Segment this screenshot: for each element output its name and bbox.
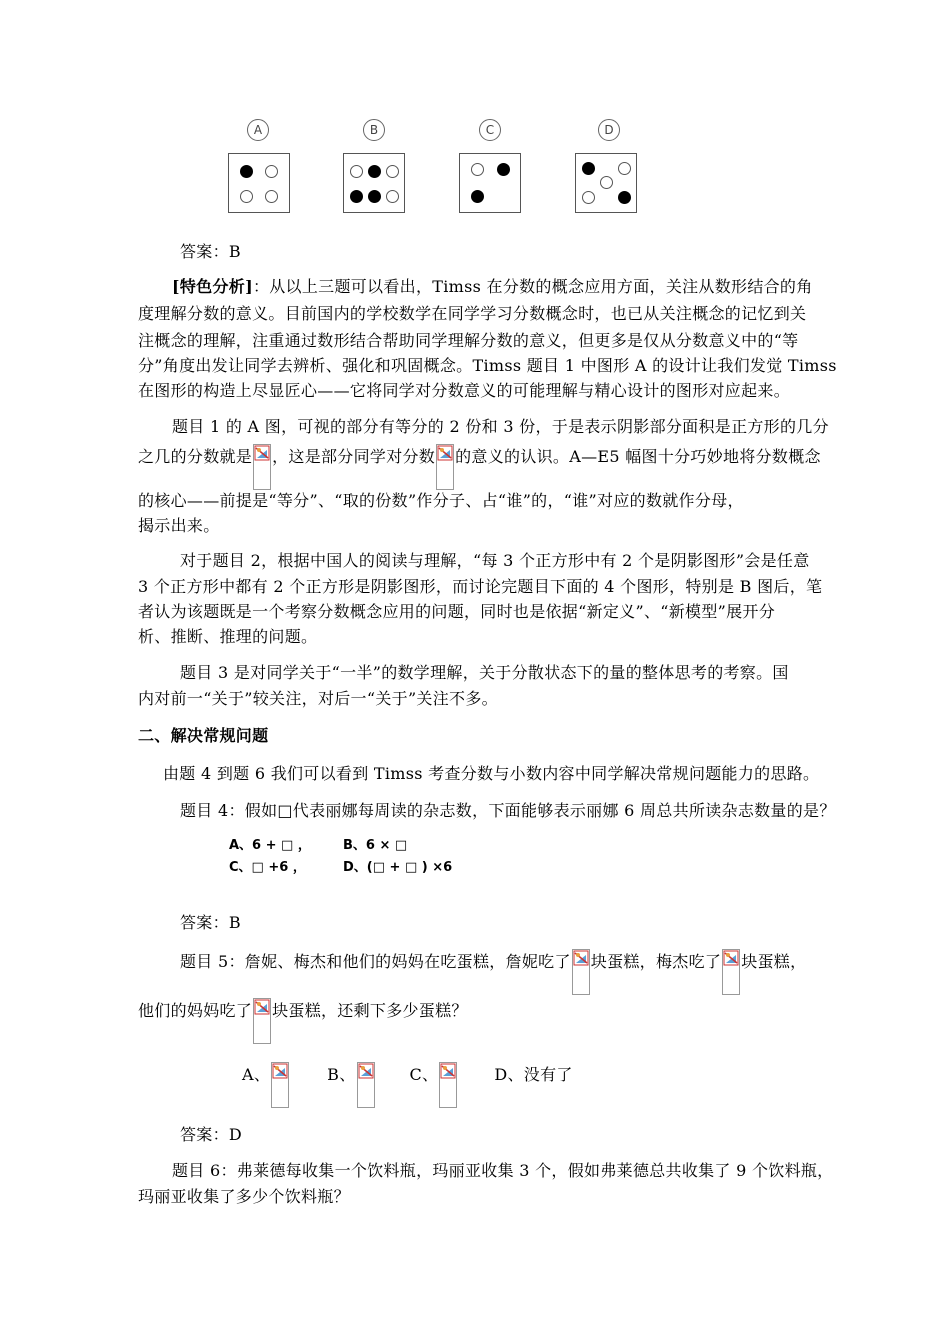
empty-dot: [582, 191, 595, 204]
section-heading: 二、解决常规问题: [138, 726, 269, 745]
q4-text: 题目 4：假如□代表丽娜每周读的杂志数，下面能够表示丽娜 6 周总共所读杂志数量的是？: [180, 801, 836, 820]
q5-option-b: B、: [327, 1065, 356, 1084]
empty-dot: [600, 176, 613, 189]
option-d-figure: [575, 153, 637, 213]
q1-paragraph-line: 题目 1 的 A 图，可视的部分有等分的 2 份和 3 份，于是表示阴影部分面积是正方形的几分: [172, 417, 829, 436]
fraction-image-icon: [357, 1062, 375, 1108]
empty-dot: [265, 190, 278, 203]
option-b-label: B: [363, 119, 385, 141]
option-d-label: D: [598, 119, 620, 141]
empty-dot: [386, 190, 399, 203]
q5-line: 题目 5：詹妮、梅杰和他们的妈妈在吃蛋糕，詹妮吃了 块蛋糕，梅杰吃了 块蛋糕，: [180, 949, 806, 995]
q2-paragraph-line: 对于题目 2，根据中国人的阅读与理解，“每 3 个正方形中有 2 个是阴影图形”会是任意: [180, 551, 810, 570]
q4-option-b: B、6 × □: [343, 838, 408, 853]
fraction-image-icon: [436, 444, 454, 490]
fraction-image-icon: [439, 1062, 457, 1108]
option-b-figure: [343, 153, 405, 213]
q3-paragraph-line: 内对前一“关于”较关注，对后一“关于”关注不多。: [138, 689, 498, 708]
fraction-image-icon: [253, 444, 271, 490]
option-c-figure: [459, 153, 521, 213]
filled-dot: [582, 162, 595, 175]
q5-option-c: C、: [409, 1065, 439, 1084]
q1-paragraph-line: 的核心——前提是“等分”、“取的份数”作分子、占“谁”的，“谁”对应的数就作分母，: [138, 491, 744, 510]
q6-line: 玛丽亚收集了多少个饮料瓶？: [138, 1187, 350, 1206]
q5-option-a: A、: [242, 1065, 271, 1084]
filled-dot: [368, 165, 381, 178]
filled-dot: [618, 191, 631, 204]
fraction-image-icon: [572, 949, 590, 995]
q4-option-a: A、6 + □ ，: [229, 838, 311, 853]
answer-5: 答案：D: [180, 1125, 243, 1144]
fraction-image-icon: [253, 998, 271, 1044]
q2-paragraph-line: 3 个正方形中都有 2 个正方形是阴影图形，而讨论完题目下面的 4 个图形，特别是 B 图后，笔: [138, 577, 823, 596]
q1-paragraph-line: 揭示出来。: [138, 516, 220, 535]
q3-paragraph-line: 题目 3 是对同学关于“一半”的数学理解，关于分散状态下的量的整体思考的考察。国: [180, 663, 789, 682]
empty-dot: [471, 163, 484, 176]
filled-dot: [240, 165, 253, 178]
option-c-label: C: [479, 119, 501, 141]
q4-option-c: C、□ +6 ，: [229, 860, 306, 875]
q1-paragraph-line: 之几的分数就是 ，这是部分同学对分数 的意义的认识。A—E5 幅图十分巧妙地将分数概念: [138, 444, 821, 490]
q5-option-d: D、没有了: [494, 1065, 573, 1084]
empty-dot: [265, 165, 278, 178]
answer-1: 答案：B: [180, 242, 241, 261]
q5-line: 他们的妈妈吃了 块蛋糕，还剩下多少蛋糕？: [138, 998, 468, 1044]
answer-4: 答案：B: [180, 913, 241, 932]
filled-dot: [368, 190, 381, 203]
fraction-image-icon: [271, 1062, 289, 1108]
q4-option-d: D、(□ + □ ) ×6: [343, 860, 453, 875]
q5-options: [242, 1062, 573, 1108]
intro-line: 由题 4 到题 6 我们可以看到 Timss 考查分数与小数内容中同学解决常规问题能力的思路。: [163, 764, 820, 783]
empty-dot: [350, 165, 363, 178]
feature-analysis-line: 分”角度出发让同学去辨析、强化和巩固概念。Timss 题目 1 中图形 A 的设计让我们发觉 Timss: [138, 356, 837, 375]
empty-dot: [386, 165, 399, 178]
option-a-label: A: [247, 119, 269, 141]
feature-analysis-line: 在图形的构造上尽显匠心——它将同学对分数意义的可能理解与精心设计的图形对应起来。: [138, 381, 791, 400]
empty-dot: [240, 190, 253, 203]
fraction-image-icon: [722, 949, 740, 995]
option-a-figure: [228, 153, 290, 213]
feature-analysis-line: 度理解分数的意义。目前国内的学校数学在同学学习分数概念时，也已从关注概念的记忆到关: [138, 304, 807, 323]
q2-paragraph-line: 析、推断、推理的问题。: [138, 627, 318, 646]
feature-analysis-line: [特色分析]：从以上三题可以看出，Timss 在分数的概念应用方面，关注从数形结合的角: [172, 277, 813, 296]
filled-dot: [497, 163, 510, 176]
feature-analysis-label: [特色分析]: [172, 277, 253, 296]
feature-analysis-line: 注概念的理解，注重通过数形结合帮助同学理解分数的意义，但更多是仅从分数意义中的“等: [138, 331, 799, 350]
q6-line: 题目 6：弗莱德每收集一个饮料瓶，玛丽亚收集 3 个，假如弗莱德总共收集了 9 个饮料瓶，: [172, 1161, 834, 1180]
filled-dot: [471, 190, 484, 203]
q2-paragraph-line: 者认为该题既是一个考察分数概念应用的问题，同时也是依据“新定义”、“新模型”展开分: [138, 602, 776, 621]
empty-dot: [618, 162, 631, 175]
filled-dot: [350, 190, 363, 203]
